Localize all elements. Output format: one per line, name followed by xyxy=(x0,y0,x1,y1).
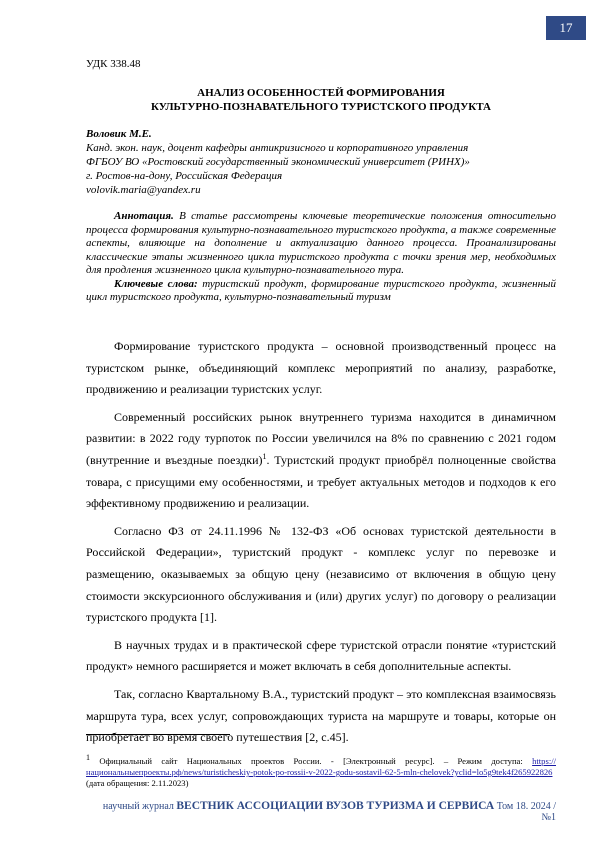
body-paragraph-1: Формирование туристского продукта – основной производственный процесс на туристском рынке, объединяющий комплекс мероприятий по анализу, разработке, продвижению и реализации туристских услуг. xyxy=(86,339,556,397)
author-block xyxy=(86,127,556,197)
article-body xyxy=(86,336,556,755)
annotation-section xyxy=(86,210,556,305)
keywords-text: туристский продукт, формирование туристского продукта, жизненный цикл туристского продукта, культурно-познавательный туризм xyxy=(86,277,556,303)
annotation-paragraph xyxy=(86,210,556,278)
keywords-paragraph xyxy=(86,278,556,305)
author-email: volovik.maria@yandex.ru xyxy=(86,184,201,196)
author-organization: ФГБОУ ВО «Ростовский государственный экономический университет (РИНХ)» xyxy=(86,156,470,168)
journal-issue: Том 18. 2024 / №1 xyxy=(494,801,556,823)
footnote-date: (дата обращения: 2.11.2023) xyxy=(86,778,189,788)
footer-prefix: научный журнал xyxy=(102,801,177,812)
body-paragraph-5: Так, согласно Квартальному В.А., туристский продукт – это комплексная взаимосвязь маршрута тура, всех услуг, сопровождающих туриста на маршруте и товары, которые он приобретает во время своего путешествия [2, с.45]. xyxy=(86,686,556,745)
annotation-lead: Аннотация. xyxy=(114,210,174,222)
footnote xyxy=(86,753,556,789)
annotation-text: В статье рассмотрены ключевые теоретические положения относительно процесса формирования культурно-познавательного туристского продукта, а также современные аспекты, влияющие на дополнение и актуализацию данного процесса. Проанализированы классические этапы жизненного цикла туристского продукта с точки зрения мер, необходимых для продления жизненного цикла культурно-познавательного тура. xyxy=(86,210,556,276)
title-line-2: КУЛЬТУРНО-ПОЗНАВАТЕЛЬНОГО ТУРИСТСКОГО ПРОДУКТА xyxy=(150,101,491,113)
author-degree: Канд. экон. наук, доцент кафедры антикризисного и корпоративного управления xyxy=(86,142,469,154)
journal-name: ВЕСТНИК АССОЦИАЦИИ ВУЗОВ ТУРИЗМА И СЕРВИСА xyxy=(176,800,495,812)
body-paragraph-2 xyxy=(86,407,556,515)
journal-footer xyxy=(86,800,556,823)
body-paragraph-2a: Современный российских рынок внутреннего туризма находится в динамичном развитии: в 2022 году турпоток по России увеличился на 8% по сравнению с 2021 годом (внутренние и въездные поездки) xyxy=(86,409,556,467)
article-title xyxy=(86,86,556,114)
author-city: г. Ростов-на-дону, Российская Федерация xyxy=(86,170,283,182)
footnote-mark: 1 xyxy=(86,753,90,763)
footnote-divider xyxy=(86,734,230,735)
udk-code: УДК 338.48 xyxy=(86,58,141,70)
page-number-badge: 17 xyxy=(546,16,586,40)
title-line-1: АНАЛИЗ ОСОБЕННОСТЕЙ ФОРМИРОВАНИЯ xyxy=(197,87,445,99)
footnote-text: Официальный сайт Национальных проектов России. - [Электронный ресурс]. – Режим доступа: xyxy=(90,756,533,766)
body-paragraph-2b: . Туристский продукт приобрёл полноценные свойства товара, с присущими ему особенностями, и требует актуальных методов и подходов к его эффективному продвижению и реализации. xyxy=(86,452,557,511)
footnote-reference[interactable]: 1 xyxy=(262,451,267,461)
body-paragraph-3: Согласно ФЗ от 24.11.1996 № 132-ФЗ «Об основах туристской деятельности в Российской Федерации», туристский продукт - комплекс услуг по перевозке и размещению, оказываемых за общую цену (независимо от включения в общую цену стоимости экскурсионного обслуживания и (или) других услуг) по договору о реализации туристского продукта [1]. xyxy=(86,523,556,625)
body-paragraph-4: В научных трудах и в практической сфере туристской отрасли понятие «туристский продукт» немного расширяется и может включать в себя дополнительные аспекты. xyxy=(86,637,556,674)
keywords-lead: Ключевые слова: xyxy=(114,277,198,290)
author-name: Воловик М.Е. xyxy=(86,128,152,140)
footnote-paragraph xyxy=(86,753,556,789)
footnote-link[interactable]: https://национальныепроекты.рф/news/turisticheskiy-potok-po-rossii-v-2022-godu-sostavil-62-5-mln-chelovek?yclid=lo5g9tek4f265922826 xyxy=(86,756,556,777)
